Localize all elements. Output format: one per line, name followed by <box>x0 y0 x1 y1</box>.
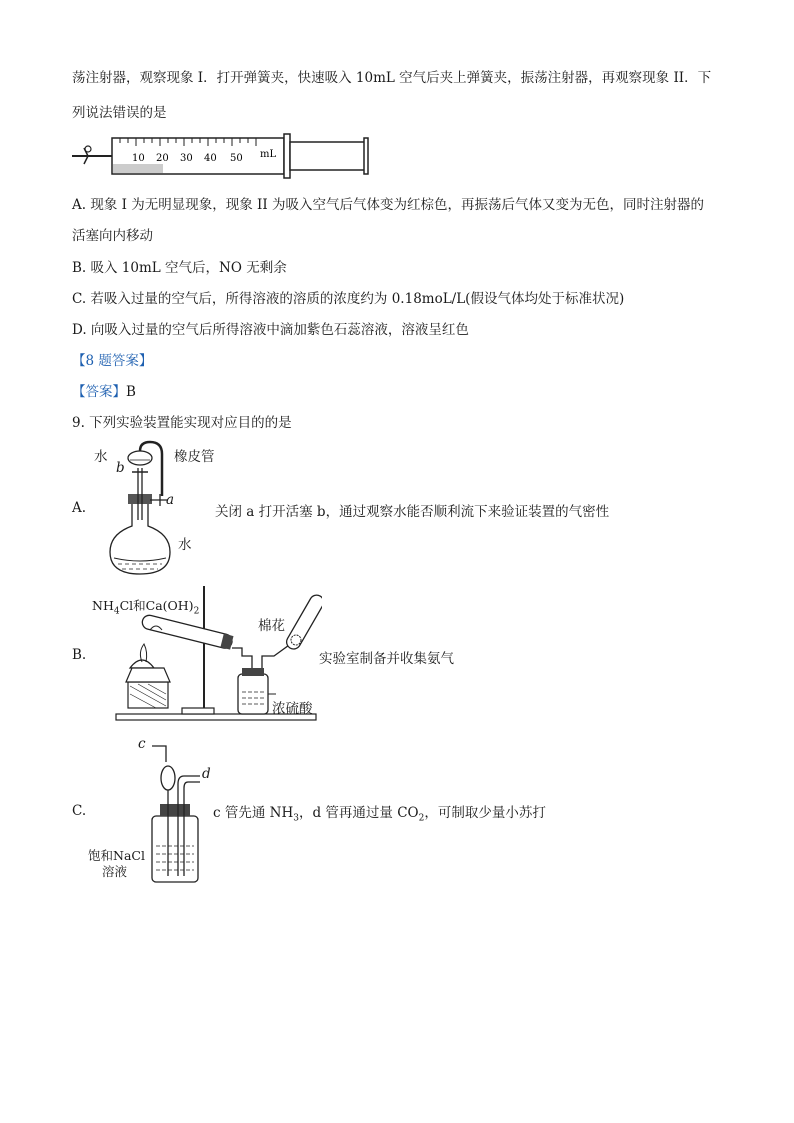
label-sulfuric-acid: 浓硫酸 <box>272 701 313 717</box>
q8-answer-header: 【8 题答案】 <box>72 353 153 369</box>
syringe-tick-10: 10 <box>132 153 145 164</box>
q9-option-a-letter: A. <box>72 500 87 516</box>
q9-option-c-letter: C. <box>72 803 87 819</box>
syringe-tick-50: 50 <box>230 153 243 164</box>
answer-value: B <box>126 384 136 400</box>
syringe-unit: mL <box>260 149 277 160</box>
q8-stem-line1: 荡注射器，观察现象 I．打开弹簧夹，快速吸入 10mL 空气后夹上弹簧夹，振荡注射器，再观察现象 II．下 <box>72 70 712 86</box>
syringe-tick-30: 30 <box>180 153 193 164</box>
q8-answer <box>72 380 136 400</box>
label-nacl: 饱和NaCl <box>88 848 145 863</box>
q8-option-d: D. 向吸入过量的空气后所得溶液中滴加紫色石蕊溶液，溶液呈红色 <box>72 322 469 338</box>
apparatus-b-figure <box>92 582 322 722</box>
q9-option-c-desc: c 管先通 $NH_3$，d 管再通过量 $CO_2$，可制取少量小苏打 <box>213 805 546 824</box>
label-d: d <box>202 766 211 782</box>
label-water-top: 水 <box>94 449 108 465</box>
q8-option-b: B. 吸入 10mL 空气后，NO 无剩余 <box>72 260 287 276</box>
label-cotton: 棉花 <box>258 618 285 634</box>
apparatus-c-figure <box>88 736 218 886</box>
label-reagents: $NH_4Cl$和$Ca(OH)_2$ <box>92 598 200 617</box>
q9-stem: 9. 下列实验装置能实现对应目的的是 <box>72 415 292 431</box>
q9-option-b-letter: B. <box>72 647 87 663</box>
label-a: a <box>166 492 175 508</box>
label-water-bottom: 水 <box>178 537 192 553</box>
q8-option-c: C. 若吸入过量的空气后，所得溶液的溶质的浓度约为 0.18moL/L(假设气体均处于标准状况) <box>72 291 625 307</box>
label-solution: 溶液 <box>102 864 128 879</box>
label-rubber-tube: 橡皮管 <box>174 449 215 465</box>
syringe-tick-20: 20 <box>156 153 169 164</box>
syringe-figure <box>70 130 380 182</box>
syringe-tick-40: 40 <box>204 153 217 164</box>
q9-option-a-desc: 关闭 a 打开活塞 b，通过观察水能否顺利流下来验证装置的气密性 <box>215 504 610 520</box>
apparatus-a-figure <box>88 440 228 580</box>
q9-option-b-desc: 实验室制备并收集氨气 <box>319 651 454 667</box>
label-b: b <box>116 460 125 476</box>
label-c: c <box>138 736 146 752</box>
q8-option-a-line2: 活塞向内移动 <box>72 228 153 244</box>
q8-option-a-line1: A. 现象 I 为无明显现象，现象 II 为吸入空气后气体变为红棕色，再振荡后气体又变为无色，同时注射器的 <box>72 197 704 213</box>
q8-stem-line2: 列说法错误的是 <box>72 105 167 121</box>
answer-bracket: 【答案】 <box>72 384 126 400</box>
